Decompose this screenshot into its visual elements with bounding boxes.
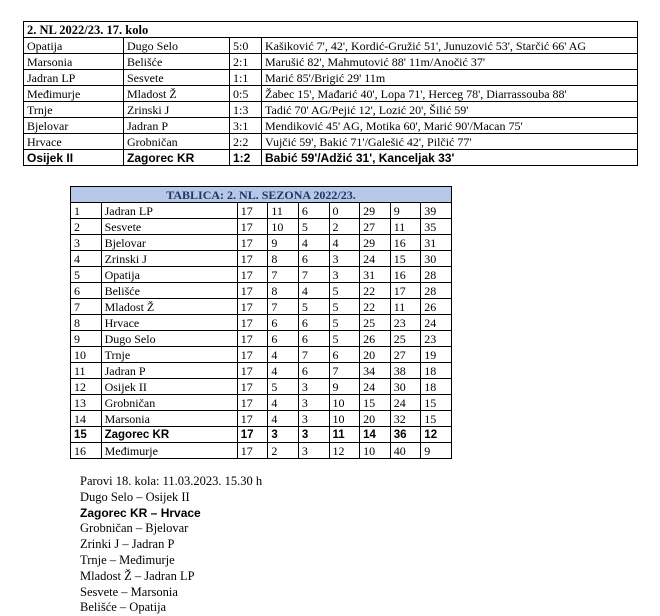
standings-goals-for: 20 [360, 347, 391, 363]
standings-row [71, 443, 452, 459]
result-away-team: Dugo Selo [124, 38, 230, 54]
standings-played: 17 [237, 235, 268, 251]
standings-wins: 6 [268, 315, 299, 331]
standings-position: 15 [71, 427, 102, 443]
standings-points: 31 [421, 235, 452, 251]
standings-played: 17 [237, 299, 268, 315]
standings-draws: 3 [298, 443, 329, 459]
standings-played: 17 [237, 267, 268, 283]
standings-losses: 12 [329, 443, 360, 459]
standings-goals-against: 9 [390, 203, 421, 219]
standings-points: 12 [421, 427, 452, 443]
standings-goals-against: 17 [390, 283, 421, 299]
standings-points: 18 [421, 363, 452, 379]
standings-draws: 6 [298, 363, 329, 379]
standings-losses: 5 [329, 283, 360, 299]
standings-team: Sesvete [101, 219, 237, 235]
result-row [24, 86, 638, 102]
standings-position: 10 [71, 347, 102, 363]
standings-goals-against: 16 [390, 267, 421, 283]
standings-losses: 4 [329, 235, 360, 251]
standings-table [70, 186, 452, 459]
standings-wins: 3 [268, 427, 299, 443]
standings-wins: 8 [268, 251, 299, 267]
standings-points: 30 [421, 251, 452, 267]
standings-wins: 10 [268, 219, 299, 235]
standings-losses: 5 [329, 331, 360, 347]
standings-position: 5 [71, 267, 102, 283]
standings-played: 17 [237, 395, 268, 411]
standings-team: Dugo Selo [101, 331, 237, 347]
standings-wins: 4 [268, 395, 299, 411]
result-scorers: Žabec 15', Mađarić 40', Lopa 71', Herceg 78', Diarrassouba 88' [262, 86, 638, 102]
result-score: 1:1 [230, 70, 262, 86]
standings-wins: 4 [268, 411, 299, 427]
standings-goals-for: 22 [360, 299, 391, 315]
standings-goals-against: 23 [390, 315, 421, 331]
standings-team: Međimurje [101, 443, 237, 459]
result-row [24, 54, 638, 70]
standings-position: 14 [71, 411, 102, 427]
results-table [23, 21, 638, 166]
standings-wins: 2 [268, 443, 299, 459]
standings-position: 1 [71, 203, 102, 219]
standings-losses: 0 [329, 203, 360, 219]
result-home-team: Opatija [24, 38, 124, 54]
standings-row [71, 427, 452, 443]
result-scorers: Mendiković 45' AG, Motika 60', Marić 90'/Macan 75' [262, 118, 638, 134]
standings-row [71, 347, 452, 363]
standings-points: 28 [421, 267, 452, 283]
standings-losses: 6 [329, 347, 360, 363]
standings-row [71, 395, 452, 411]
pair-item: Zrinki J – Jadran P [80, 537, 175, 552]
standings-goals-for: 14 [360, 427, 391, 443]
result-home-team: Osijek II [24, 150, 124, 166]
result-row [24, 102, 638, 118]
standings-goals-against: 24 [390, 395, 421, 411]
pair-item: Trnje – Međimurje [80, 552, 175, 567]
standings-losses: 10 [329, 395, 360, 411]
standings-row [71, 283, 452, 299]
standings-position: 2 [71, 219, 102, 235]
standings-played: 17 [237, 219, 268, 235]
result-scorers: Kašiković 7', 42', Kordić-Gružić 51', Junuzović 53', Starčić 66' AG [262, 38, 638, 54]
standings-goals-for: 27 [360, 219, 391, 235]
result-away-team: Belišće [124, 54, 230, 70]
standings-team: Belišće [101, 283, 237, 299]
standings-title-row [71, 187, 452, 203]
standings-position: 11 [71, 363, 102, 379]
standings-draws: 4 [298, 235, 329, 251]
standings-goals-against: 30 [390, 379, 421, 395]
results-title: 2. NL 2022/23. 17. kolo [24, 22, 638, 38]
standings-goals-for: 31 [360, 267, 391, 283]
standings-team: Grobničan [101, 395, 237, 411]
standings-points: 15 [421, 395, 452, 411]
standings-losses: 5 [329, 299, 360, 315]
standings-position: 16 [71, 443, 102, 459]
standings-goals-for: 34 [360, 363, 391, 379]
result-score: 5:0 [230, 38, 262, 54]
result-score: 1:2 [230, 150, 262, 166]
standings-losses: 3 [329, 267, 360, 283]
standings-goals-against: 40 [390, 443, 421, 459]
result-score: 2:2 [230, 134, 262, 150]
standings-goals-against: 16 [390, 235, 421, 251]
standings-draws: 6 [298, 315, 329, 331]
standings-losses: 9 [329, 379, 360, 395]
result-score: 1:3 [230, 102, 262, 118]
standings-wins: 6 [268, 331, 299, 347]
standings-played: 17 [237, 331, 268, 347]
standings-draws: 7 [298, 347, 329, 363]
standings-goals-against: 11 [390, 219, 421, 235]
standings-wins: 8 [268, 283, 299, 299]
standings-row [71, 379, 452, 395]
standings-goals-against: 25 [390, 331, 421, 347]
standings-goals-for: 25 [360, 315, 391, 331]
result-away-team: Grobničan [124, 134, 230, 150]
standings-losses: 11 [329, 427, 360, 443]
standings-points: 15 [421, 411, 452, 427]
standings-team: Jadran LP [101, 203, 237, 219]
result-home-team: Marsonia [24, 54, 124, 70]
pairs-list [80, 490, 262, 616]
standings-team: Osijek II [101, 379, 237, 395]
result-row [24, 118, 638, 134]
result-row [24, 134, 638, 150]
standings-team: Mladost Ž [101, 299, 237, 315]
result-home-team: Jadran LP [24, 70, 124, 86]
standings-team: Opatija [101, 267, 237, 283]
standings-team: Bjelovar [101, 235, 237, 251]
standings-draws: 4 [298, 283, 329, 299]
standings-team: Trnje [101, 347, 237, 363]
standings-goals-for: 22 [360, 283, 391, 299]
result-home-team: Bjelovar [24, 118, 124, 134]
standings-row [71, 299, 452, 315]
standings-wins: 7 [268, 299, 299, 315]
standings-row [71, 203, 452, 219]
standings-team: Jadran P [101, 363, 237, 379]
standings-position: 7 [71, 299, 102, 315]
standings-position: 9 [71, 331, 102, 347]
result-home-team: Međimurje [24, 86, 124, 102]
standings-played: 17 [237, 363, 268, 379]
result-home-team: Hrvace [24, 134, 124, 150]
next-round-pairs [80, 474, 262, 616]
standings-played: 17 [237, 251, 268, 267]
standings-row [71, 331, 452, 347]
result-row [24, 70, 638, 86]
standings-goals-against: 11 [390, 299, 421, 315]
standings-position: 8 [71, 315, 102, 331]
standings-draws: 3 [298, 379, 329, 395]
standings-position: 3 [71, 235, 102, 251]
standings-row [71, 363, 452, 379]
standings-draws: 3 [298, 395, 329, 411]
standings-goals-against: 36 [390, 427, 421, 443]
standings-draws: 6 [298, 203, 329, 219]
pairs-header: Parovi 18. kola: 11.03.2023. 15.30 h [80, 474, 263, 488]
result-away-team: Jadran P [124, 118, 230, 134]
standings-goals-against: 15 [390, 251, 421, 267]
standings-played: 17 [237, 283, 268, 299]
result-score: 0:5 [230, 86, 262, 102]
standings-position: 13 [71, 395, 102, 411]
standings-draws: 6 [298, 331, 329, 347]
standings-points: 18 [421, 379, 452, 395]
standings-losses: 3 [329, 251, 360, 267]
standings-goals-for: 26 [360, 331, 391, 347]
standings-goals-for: 24 [360, 251, 391, 267]
standings-goals-against: 27 [390, 347, 421, 363]
standings-points: 9 [421, 443, 452, 459]
standings-draws: 7 [298, 267, 329, 283]
standings-losses: 7 [329, 363, 360, 379]
result-scorers: Tadić 70' AG/Pejić 12', Lozić 20', Šilić 59' [262, 102, 638, 118]
result-away-team: Zrinski J [124, 102, 230, 118]
standings-wins: 5 [268, 379, 299, 395]
standings-points: 24 [421, 315, 452, 331]
standings-losses: 5 [329, 315, 360, 331]
standings-points: 26 [421, 299, 452, 315]
standings-goals-for: 10 [360, 443, 391, 459]
result-row [24, 38, 638, 54]
result-scorers: Marušić 82', Mahmutović 88' 11m/Anočić 37' [262, 54, 638, 70]
standings-losses: 2 [329, 219, 360, 235]
standings-points: 28 [421, 283, 452, 299]
standings-points: 23 [421, 331, 452, 347]
standings-points: 19 [421, 347, 452, 363]
result-away-team: Mladost Ž [124, 86, 230, 102]
pair-item: Mladost Ž – Jadran LP [80, 568, 195, 583]
standings-played: 17 [237, 411, 268, 427]
pair-item: Grobničan – Bjelovar [80, 521, 189, 536]
standings-team: Marsonia [101, 411, 237, 427]
standings-wins: 9 [268, 235, 299, 251]
standings-row [71, 411, 452, 427]
standings-draws: 5 [298, 219, 329, 235]
results-title-row [24, 22, 638, 38]
standings-goals-for: 29 [360, 235, 391, 251]
standings-goals-against: 32 [390, 411, 421, 427]
pair-item: Sesvete – Marsonia [80, 584, 178, 599]
standings-points: 39 [421, 203, 452, 219]
pair-item: Zagorec KR – Hrvace [80, 505, 201, 520]
standings-row [71, 251, 452, 267]
result-scorers: Vujčić 59', Bakić 71'/Galešić 42', Pilčić 77' [262, 134, 638, 150]
standings-goals-for: 20 [360, 411, 391, 427]
standings-draws: 3 [298, 427, 329, 443]
standings-title: TABLICA: 2. NL. SEZONA 2022/23. [71, 187, 452, 203]
standings-row [71, 235, 452, 251]
standings-played: 17 [237, 347, 268, 363]
result-home-team: Trnje [24, 102, 124, 118]
result-score: 2:1 [230, 54, 262, 70]
standings-row [71, 267, 452, 283]
standings-played: 17 [237, 427, 268, 443]
standings-position: 4 [71, 251, 102, 267]
result-scorers: Marić 85'/Brigić 29' 11m [262, 70, 638, 86]
standings-team: Zrinski J [101, 251, 237, 267]
standings-wins: 4 [268, 347, 299, 363]
standings-team: Zagorec KR [101, 427, 237, 443]
standings-wins: 7 [268, 267, 299, 283]
standings-row [71, 219, 452, 235]
standings-goals-for: 29 [360, 203, 391, 219]
result-away-team: Sesvete [124, 70, 230, 86]
standings-draws: 3 [298, 411, 329, 427]
standings-goals-for: 15 [360, 395, 391, 411]
standings-row [71, 315, 452, 331]
standings-played: 17 [237, 315, 268, 331]
standings-wins: 11 [268, 203, 299, 219]
pair-item: Dugo Selo – Osijek II [80, 489, 190, 504]
standings-points: 35 [421, 219, 452, 235]
result-score: 3:1 [230, 118, 262, 134]
standings-played: 17 [237, 379, 268, 395]
standings-position: 12 [71, 379, 102, 395]
standings-draws: 5 [298, 299, 329, 315]
standings-played: 17 [237, 203, 268, 219]
result-row [24, 150, 638, 166]
standings-wins: 4 [268, 363, 299, 379]
pair-item: Belišće – Opatija [80, 600, 167, 615]
result-away-team: Zagorec KR [124, 150, 230, 166]
standings-played: 17 [237, 443, 268, 459]
standings-goals-for: 24 [360, 379, 391, 395]
standings-team: Hrvace [101, 315, 237, 331]
result-scorers: Babić 59'/Adžić 31', Kanceljak 33' [262, 150, 638, 166]
standings-draws: 6 [298, 251, 329, 267]
standings-position: 6 [71, 283, 102, 299]
standings-goals-against: 38 [390, 363, 421, 379]
standings-losses: 10 [329, 411, 360, 427]
